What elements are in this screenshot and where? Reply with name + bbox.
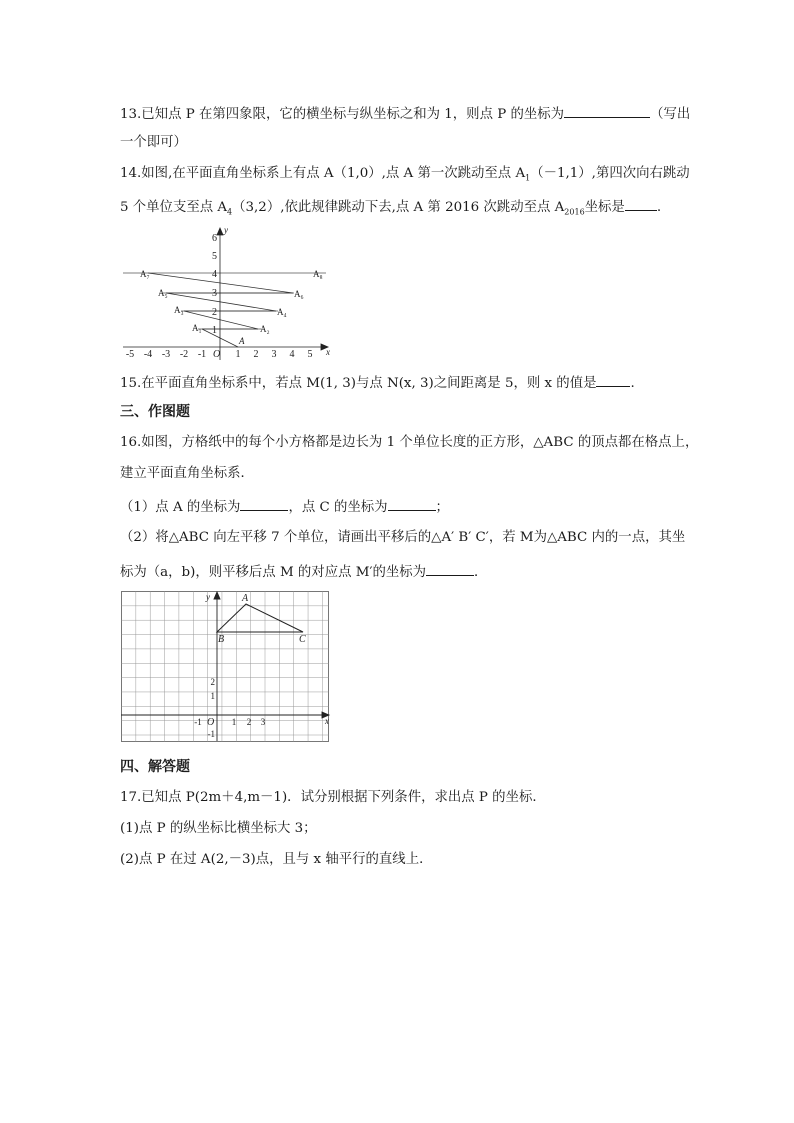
fig1-point-label: A₈ bbox=[313, 269, 323, 279]
q15-line bbox=[120, 372, 635, 393]
figure1-path bbox=[148, 273, 293, 347]
q15-answer-blank[interactable] bbox=[596, 372, 630, 387]
fig1-x-tick: 3 bbox=[271, 349, 277, 360]
q16-m-blank[interactable] bbox=[426, 561, 474, 576]
q17-line1: 17.已知点 P(2m＋4,m－1)．试分别根据下列条件，求出点 P 的坐标． bbox=[120, 790, 546, 805]
fig2-x-tick: 3 bbox=[260, 717, 266, 727]
q13-line2: 一个即可） bbox=[120, 135, 187, 150]
q14-text-e: 坐标是 bbox=[584, 200, 625, 215]
vertex-label-b: B bbox=[218, 634, 225, 645]
fig1-y-tick: 5 bbox=[212, 251, 217, 262]
fig2-y-tick: 2 bbox=[210, 677, 215, 687]
q14-end: . bbox=[656, 200, 662, 215]
q16-part1-b: ，点 C 的坐标为 bbox=[288, 500, 388, 515]
fig1-x-tick: -1 bbox=[197, 349, 207, 360]
fig1-point-label: A₃ bbox=[174, 305, 184, 315]
fig1-x-tick: 2 bbox=[253, 349, 259, 360]
vertex-label-c: C bbox=[299, 634, 306, 645]
fig1-y-tick: 2 bbox=[212, 307, 217, 318]
fig1-y-tick: 4 bbox=[212, 269, 217, 280]
fig1-point-label: A₇ bbox=[140, 269, 150, 279]
fig2-x-label: x bbox=[325, 716, 329, 726]
fig1-point-label: A₅ bbox=[158, 288, 168, 298]
fig2-origin: O bbox=[207, 717, 215, 728]
q14-sub-4: 4 bbox=[227, 207, 233, 217]
q15-text: 15.在平面直角坐标系中，若点 M(1, 3)与点 N(x, 3)之间距离是 5，则 x 的值是 bbox=[120, 376, 597, 391]
fig1-x-tick: -3 bbox=[161, 349, 171, 360]
grid-figure bbox=[119, 589, 332, 745]
fig1-x-label: x bbox=[326, 347, 330, 357]
fig2-x-tick: 1 bbox=[231, 717, 237, 727]
fig1-x-tick: -4 bbox=[143, 349, 153, 360]
fig1-y-tick: 3 bbox=[212, 288, 217, 299]
q14-sub-1: 1 bbox=[525, 173, 531, 183]
q15-end: . bbox=[630, 376, 635, 391]
q16-part2-line2 bbox=[120, 561, 487, 582]
q16-line2: 建立平面直角坐标系． bbox=[120, 466, 254, 481]
fig2-y-tick: 1 bbox=[210, 691, 215, 701]
q14-text-a: 14.如图,在平面直角坐标系上有点 A（1,0）,点 A 第一次跳动至点 A bbox=[120, 166, 526, 181]
section-4-heading: 四、解答题 bbox=[120, 759, 190, 775]
q13-tail: （写出 bbox=[650, 107, 691, 122]
q14-text-d: （3,2）,依此规律跳动下去,点 A 第 2016 次跳动至点 A bbox=[232, 200, 565, 215]
q16-part1 bbox=[120, 496, 449, 517]
q14-line2 bbox=[120, 196, 661, 217]
fig1-y-label: y bbox=[224, 225, 228, 235]
fig1-x-tick: 4 bbox=[289, 349, 295, 360]
section-3-heading: 三、作图题 bbox=[120, 404, 190, 420]
fig1-y-tick: 6 bbox=[212, 233, 217, 244]
q16-part2-end: ． bbox=[474, 565, 488, 580]
fig1-x-tick: -5 bbox=[125, 349, 135, 360]
fig2-x-tick: 2 bbox=[246, 717, 252, 727]
fig1-x-tick: -2 bbox=[179, 349, 189, 360]
grid-border bbox=[122, 592, 329, 742]
fig1-point-label: A₁ bbox=[192, 323, 202, 333]
fig1-x-tick: 1 bbox=[235, 349, 241, 360]
q17-item1: (1)点 P 的纵坐标比横坐标大 3； bbox=[120, 821, 317, 836]
q14-sub-2016: 2016 bbox=[564, 207, 585, 217]
fig1-x-tick: 5 bbox=[307, 349, 313, 360]
fig1-point-label: A bbox=[239, 336, 245, 346]
q16-part1-end: ； bbox=[435, 500, 449, 515]
fig2-y-tick: -1 bbox=[207, 729, 215, 739]
q16-part2-a: 标为（a，b)，则平移后点 M 的对应点 M′的坐标为 bbox=[120, 565, 427, 580]
q16-part2-line1: （2）将△ABC 向左平移 7 个单位，请画出平移后的△A′ B′ C′，若 M为△ABC 内的一点，其坐 bbox=[120, 530, 686, 545]
q16-a-blank[interactable] bbox=[240, 496, 288, 511]
fig1-point-label: A₆ bbox=[294, 289, 304, 299]
q13-text: 13.已知点 P 在第四象限，它的横坐标与纵坐标之和为 1，则点 P 的坐标为 bbox=[120, 107, 565, 122]
fig1-y-tick: 1 bbox=[212, 325, 217, 336]
q14-text-b: （－1,1）,第四次向右跳动 bbox=[530, 166, 690, 181]
q14-text-c: 5 个单位支至点 A bbox=[120, 200, 228, 215]
q16-part1-a: （1）点 A 的坐标为 bbox=[120, 500, 241, 515]
fig2-y-label: y bbox=[206, 592, 210, 602]
vertex-label-a: A bbox=[242, 593, 249, 604]
q16-c-blank[interactable] bbox=[388, 496, 436, 511]
jump-figure bbox=[118, 224, 336, 364]
q14-answer-blank[interactable] bbox=[625, 196, 657, 211]
q13-answer-blank[interactable] bbox=[564, 103, 650, 118]
fig1-origin: O bbox=[213, 349, 221, 360]
q16-line1: 16.如图，方格纸中的每个小方格都是边长为 1 个单位长度的正方形，△ABC 的顶点都在格点上， bbox=[120, 435, 699, 450]
q14-line1 bbox=[120, 165, 690, 183]
figure1-y-arrow bbox=[217, 228, 223, 235]
q17-item2: (2)点 P 在过 A(2,－3)点，且与 x 轴平行的直线上． bbox=[120, 852, 433, 867]
fig2-x-tick: -1 bbox=[194, 717, 202, 727]
fig1-point-label: A₂ bbox=[260, 324, 270, 334]
q13-line1 bbox=[120, 103, 690, 124]
fig1-point-label: A₄ bbox=[277, 307, 287, 317]
